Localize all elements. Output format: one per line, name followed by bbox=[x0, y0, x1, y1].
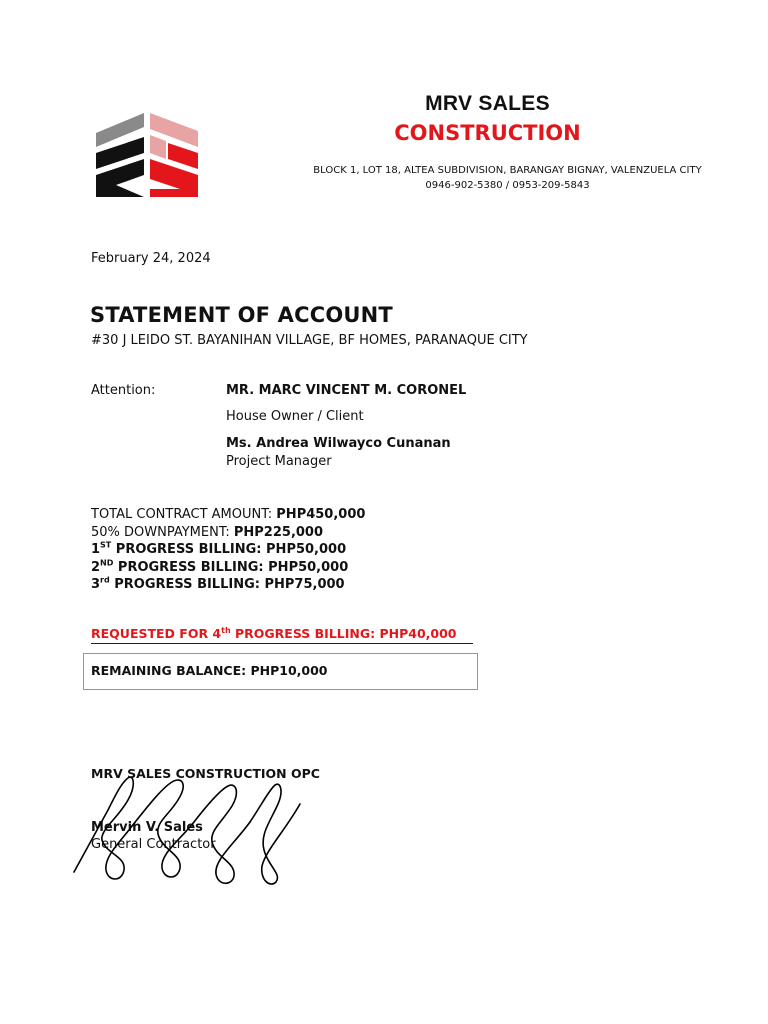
billing-summary bbox=[91, 506, 365, 594]
signer-name: Mervin V. Sales bbox=[91, 820, 203, 835]
project-manager-role: Project Manager bbox=[226, 454, 332, 469]
company-address-block bbox=[300, 163, 715, 193]
client-role: House Owner / Client bbox=[226, 409, 364, 424]
company-address: BLOCK 1, LOT 18, ALTEA SUBDIVISION, BARANGAY BIGNAY, VALENZUELA CITY bbox=[313, 165, 702, 176]
signer-role: General Contractor bbox=[91, 837, 216, 852]
signatory-company: MRV SALES CONSTRUCTION OPC bbox=[91, 766, 320, 781]
progress-billing-2: 2ND PROGRESS BILLING: PHP50,000 bbox=[91, 558, 349, 575]
brand-subtitle: CONSTRUCTION bbox=[394, 121, 581, 145]
downpayment-line: 50% DOWNPAYMENT: PHP225,000 bbox=[91, 524, 324, 540]
client-name: MR. MARC VINCENT M. CORONEL bbox=[226, 383, 467, 398]
total-contract-line: TOTAL CONTRACT AMOUNT: PHP450,000 bbox=[91, 507, 366, 522]
attention-label: Attention: bbox=[91, 383, 156, 398]
handwritten-signature bbox=[70, 770, 310, 890]
brand-name: MRV SALES bbox=[425, 92, 550, 115]
company-phones: 0946-902-5380 / 0953-209-5843 bbox=[425, 180, 590, 191]
document-date: February 24, 2024 bbox=[91, 251, 211, 266]
progress-billing-1: 1ST PROGRESS BILLING: PHP50,000 bbox=[91, 540, 347, 557]
progress-billing-3: 3rd PROGRESS BILLING: PHP75,000 bbox=[91, 575, 345, 592]
project-manager-name: Ms. Andrea Wilwayco Cunanan bbox=[226, 436, 451, 451]
company-logo bbox=[96, 113, 200, 197]
site-address: #30 J LEIDO ST. BAYANIHAN VILLAGE, BF HOMES, PARANAQUE CITY bbox=[91, 333, 528, 348]
requested-billing: REQUESTED FOR 4th PROGRESS BILLING: PHP40,000 bbox=[91, 626, 473, 644]
document-title: STATEMENT OF ACCOUNT bbox=[90, 303, 393, 327]
remaining-balance: REMAINING BALANCE: PHP10,000 bbox=[91, 663, 328, 678]
